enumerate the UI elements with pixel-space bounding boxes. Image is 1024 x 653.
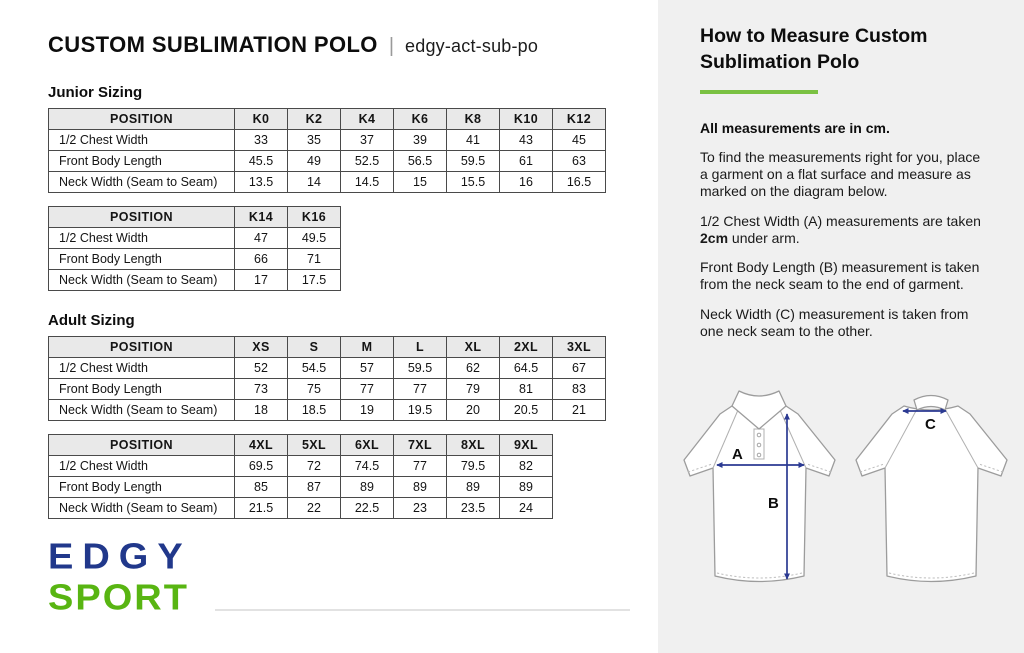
table-header-row xyxy=(49,109,606,130)
table-cell: 89 xyxy=(447,477,500,498)
column-header: POSITION xyxy=(49,207,235,228)
column-header: POSITION xyxy=(49,435,235,456)
table-cell: 33 xyxy=(235,130,288,151)
table-cell: 35 xyxy=(288,130,341,151)
table-row xyxy=(49,228,341,249)
table-row xyxy=(49,498,553,519)
column-header: POSITION xyxy=(49,109,235,130)
table-header-row xyxy=(49,435,553,456)
column-header: 9XL xyxy=(500,435,553,456)
howto-paragraph: Neck Width (C) measurement is taken from one neck seam to the other. xyxy=(700,306,969,339)
table-cell: 52 xyxy=(235,358,288,379)
table-cell: 47 xyxy=(235,228,288,249)
junior-sizing-heading: Junior Sizing xyxy=(48,84,143,101)
table-cell: 66 xyxy=(235,249,288,270)
row-label: Neck Width (Seam to Seam) xyxy=(49,172,235,193)
product-code: edgy-act-sub-po xyxy=(405,36,539,56)
howto-paragraph: 1/2 Chest Width (A) measurements are taken 2cm under arm. xyxy=(700,212,981,246)
table-row xyxy=(49,358,606,379)
polo-back-view xyxy=(856,396,1007,582)
table-row xyxy=(49,400,606,421)
table-cell: 69.5 xyxy=(235,456,288,477)
table-cell: 13.5 xyxy=(235,172,288,193)
column-header: 6XL xyxy=(341,435,394,456)
table-cell: 77 xyxy=(394,456,447,477)
column-header: K12 xyxy=(553,109,606,130)
row-label: Front Body Length xyxy=(49,151,235,172)
row-label: Neck Width (Seam to Seam) xyxy=(49,498,235,519)
table-cell: 37 xyxy=(341,130,394,151)
column-header: K8 xyxy=(447,109,500,130)
table-cell: 22 xyxy=(288,498,341,519)
column-header: K14 xyxy=(235,207,288,228)
table-header-row xyxy=(49,337,606,358)
table-cell: 21.5 xyxy=(235,498,288,519)
table-cell: 14 xyxy=(288,172,341,193)
table-cell: 17 xyxy=(235,270,288,291)
table-cell: 20.5 xyxy=(500,400,553,421)
row-label: Neck Width (Seam to Seam) xyxy=(49,270,235,291)
back-collar xyxy=(914,396,948,411)
column-header: POSITION xyxy=(49,337,235,358)
footer-divider xyxy=(215,609,630,611)
table-cell: 17.5 xyxy=(288,270,341,291)
howto-heading: How to Measure Custom Sublimation Polo xyxy=(700,25,928,73)
measure-label-a: A xyxy=(732,446,743,463)
row-label: 1/2 Chest Width xyxy=(49,228,235,249)
table-row xyxy=(49,130,606,151)
column-header: S xyxy=(288,337,341,358)
row-label: Neck Width (Seam to Seam) xyxy=(49,400,235,421)
table-cell: 73 xyxy=(235,379,288,400)
table-cell: 23 xyxy=(394,498,447,519)
column-header: K4 xyxy=(341,109,394,130)
page-title: CUSTOM SUBLIMATION POLO xyxy=(48,32,378,57)
table-cell: 45.5 xyxy=(235,151,288,172)
polo-measurement-diagram xyxy=(668,384,1016,614)
table-row xyxy=(49,249,341,270)
column-header: 8XL xyxy=(447,435,500,456)
column-header: 7XL xyxy=(394,435,447,456)
row-label: Front Body Length xyxy=(49,477,235,498)
adult-sizing-table-b xyxy=(48,434,553,519)
table-cell: 15 xyxy=(394,172,447,193)
table-cell: 62 xyxy=(447,358,500,379)
table-cell: 81 xyxy=(500,379,553,400)
column-header: K16 xyxy=(288,207,341,228)
table-cell: 39 xyxy=(394,130,447,151)
table-cell: 24 xyxy=(500,498,553,519)
column-header: 5XL xyxy=(288,435,341,456)
table-header-row xyxy=(49,207,341,228)
table-cell: 41 xyxy=(447,130,500,151)
table-cell: 75 xyxy=(288,379,341,400)
table-cell: 57 xyxy=(341,358,394,379)
table-cell: 89 xyxy=(341,477,394,498)
table-cell: 67 xyxy=(553,358,606,379)
edgy-sport-logo xyxy=(48,538,192,617)
how-to-measure-panel xyxy=(658,0,1024,653)
column-header: K0 xyxy=(235,109,288,130)
table-cell: 45 xyxy=(553,130,606,151)
measurements-note: All measurements are in cm. xyxy=(700,120,890,137)
table-row xyxy=(49,456,553,477)
polo-front-view xyxy=(684,391,835,582)
column-header: K2 xyxy=(288,109,341,130)
table-cell: 71 xyxy=(288,249,341,270)
column-header: K6 xyxy=(394,109,447,130)
table-cell: 20 xyxy=(447,400,500,421)
table-cell: 18 xyxy=(235,400,288,421)
junior-sizing-table-b xyxy=(48,206,341,291)
table-cell: 16 xyxy=(500,172,553,193)
column-header: 4XL xyxy=(235,435,288,456)
row-label: 1/2 Chest Width xyxy=(49,130,235,151)
table-cell: 89 xyxy=(394,477,447,498)
heading-accent-rule xyxy=(700,90,818,94)
table-cell: 77 xyxy=(341,379,394,400)
row-label: Front Body Length xyxy=(49,379,235,400)
table-cell: 85 xyxy=(235,477,288,498)
junior-sizing-table-a xyxy=(48,108,606,193)
polo-diagram-svg xyxy=(668,384,1016,614)
column-header: 2XL xyxy=(500,337,553,358)
table-cell: 22.5 xyxy=(341,498,394,519)
howto-paragraph: Front Body Length (B) measurement is taken from the neck seam to the end of garment. xyxy=(700,259,980,293)
row-label: Front Body Length xyxy=(49,249,235,270)
howto-paragraph: To find the measurements right for you, place a garment on a flat surface and measure as marked on the diagram below. xyxy=(700,149,981,200)
table-row xyxy=(49,379,606,400)
column-header: XL xyxy=(447,337,500,358)
logo-word-sport: SPORT xyxy=(48,577,189,619)
column-header: M xyxy=(341,337,394,358)
title-separator: | xyxy=(388,35,395,57)
table-cell: 18.5 xyxy=(288,400,341,421)
table-cell: 19.5 xyxy=(394,400,447,421)
table-cell: 21 xyxy=(553,400,606,421)
table-cell: 14.5 xyxy=(341,172,394,193)
table-cell: 82 xyxy=(500,456,553,477)
measure-label-b: B xyxy=(768,495,779,512)
table-cell: 83 xyxy=(553,379,606,400)
table-cell: 89 xyxy=(500,477,553,498)
table-cell: 61 xyxy=(500,151,553,172)
table-cell: 19 xyxy=(341,400,394,421)
table-row xyxy=(49,172,606,193)
column-header: 3XL xyxy=(553,337,606,358)
column-header: L xyxy=(394,337,447,358)
table-cell: 64.5 xyxy=(500,358,553,379)
table-cell: 23.5 xyxy=(447,498,500,519)
table-cell: 74.5 xyxy=(341,456,394,477)
table-cell: 72 xyxy=(288,456,341,477)
table-cell: 52.5 xyxy=(341,151,394,172)
table-cell: 59.5 xyxy=(447,151,500,172)
table-cell: 87 xyxy=(288,477,341,498)
table-cell: 43 xyxy=(500,130,553,151)
howto-paragraphs xyxy=(700,149,982,339)
table-cell: 54.5 xyxy=(288,358,341,379)
adult-sizing-heading: Adult Sizing xyxy=(48,312,135,329)
table-cell: 63 xyxy=(553,151,606,172)
table-cell: 59.5 xyxy=(394,358,447,379)
row-label: 1/2 Chest Width xyxy=(49,358,235,379)
table-cell: 15.5 xyxy=(447,172,500,193)
table-cell: 16.5 xyxy=(553,172,606,193)
table-cell: 56.5 xyxy=(394,151,447,172)
column-header: K10 xyxy=(500,109,553,130)
page-header xyxy=(48,32,538,58)
table-row xyxy=(49,270,341,291)
measure-label-c: C xyxy=(925,416,936,433)
table-cell: 49.5 xyxy=(288,228,341,249)
table-cell: 77 xyxy=(394,379,447,400)
table-row xyxy=(49,151,606,172)
adult-sizing-table-a xyxy=(48,336,606,421)
logo-word-edgy: EDGY xyxy=(48,536,192,578)
row-label: 1/2 Chest Width xyxy=(49,456,235,477)
table-cell: 49 xyxy=(288,151,341,172)
table-cell: 79.5 xyxy=(447,456,500,477)
table-cell: 79 xyxy=(447,379,500,400)
table-row xyxy=(49,477,553,498)
column-header: XS xyxy=(235,337,288,358)
